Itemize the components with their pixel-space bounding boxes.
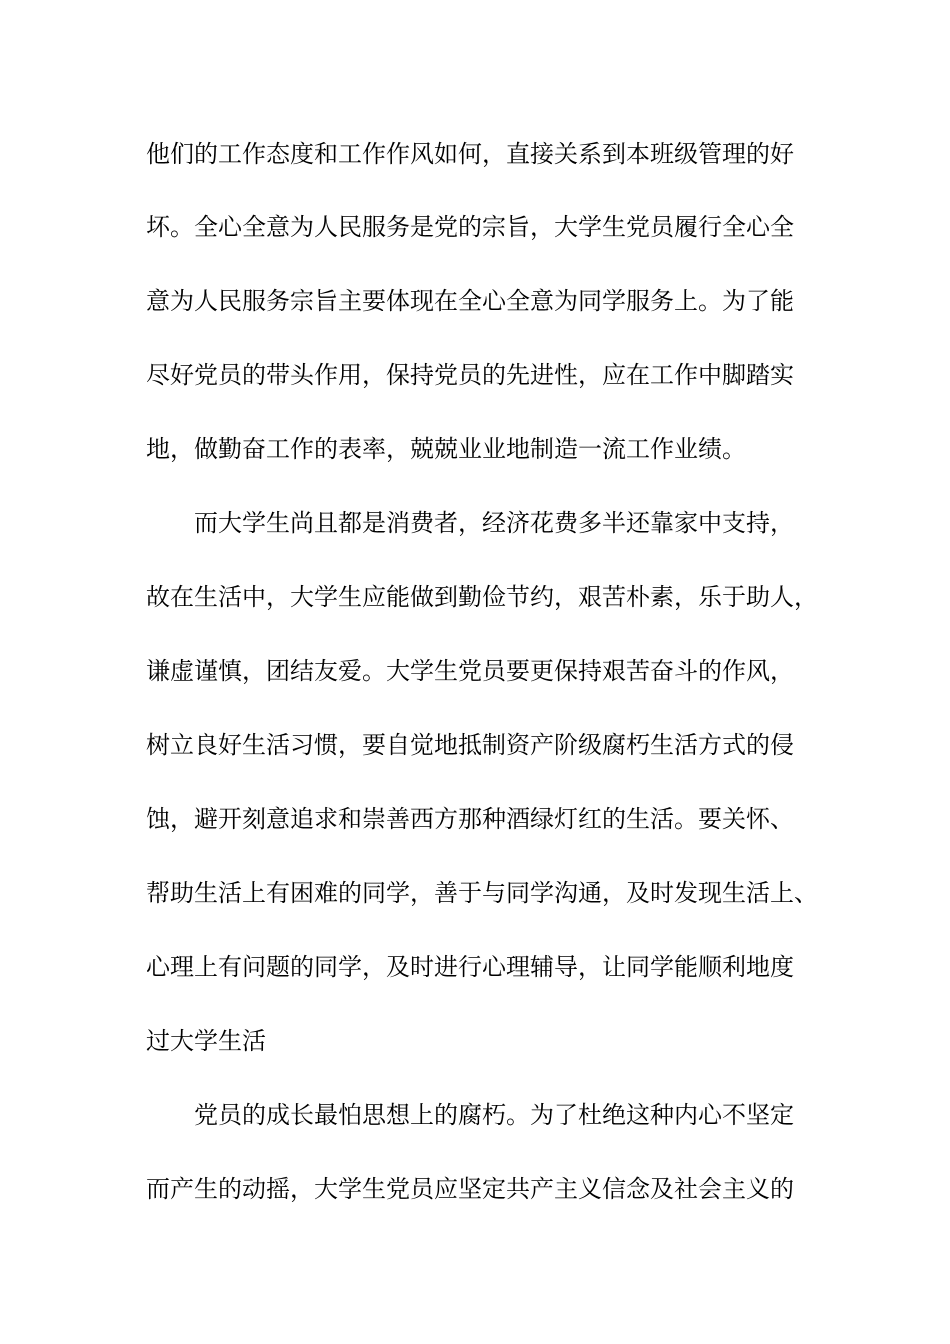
text-line: 心理上有问题的同学，及时进行心理辅导，让同学能顺利地度 — [146, 953, 794, 981]
text-line: 尽好党员的带头作用，保持党员的先进性，应在工作中脚踏实 — [146, 361, 794, 389]
text-line: 坏。全心全意为人民服务是党的宗旨，大学生党员履行全心全 — [146, 213, 794, 241]
paragraph-start-line: 而大学生尚且都是消费者，经济花费多半还靠家中支持， — [194, 509, 794, 537]
text-line: 意为人民服务宗旨主要体现在全心全意为同学服务上。为了能 — [146, 287, 794, 315]
text-line: 蚀，避开刻意追求和崇善西方那种酒绿灯红的生活。要关怀、 — [146, 805, 794, 833]
text-line: 树立良好生活习惯，要自觉地抵制资产阶级腐朽生活方式的侵 — [146, 731, 794, 759]
paragraph-start-line: 党员的成长最怕思想上的腐朽。为了杜绝这种内心不坚定 — [194, 1101, 794, 1129]
text-line: 地，做勤奋工作的表率，兢兢业业地制造一流工作业绩。 — [146, 435, 746, 463]
text-line: 他们的工作态度和工作作风如何，直接关系到本班级管理的好 — [146, 140, 794, 168]
text-line: 谦虚谨慎，团结友爱。大学生党员要更保持艰苦奋斗的作风， — [146, 657, 794, 685]
text-line: 过大学生活 — [146, 1027, 266, 1055]
text-line: 而产生的动摇，大学生党员应坚定共产主义信念及社会主义的 — [146, 1175, 794, 1203]
text-line: 故在生活中，大学生应能做到勤俭节约，艰苦朴素，乐于助人， — [146, 583, 818, 611]
text-line: 帮助生活上有困难的同学，善于与同学沟通，及时发现生活上、 — [146, 879, 818, 907]
